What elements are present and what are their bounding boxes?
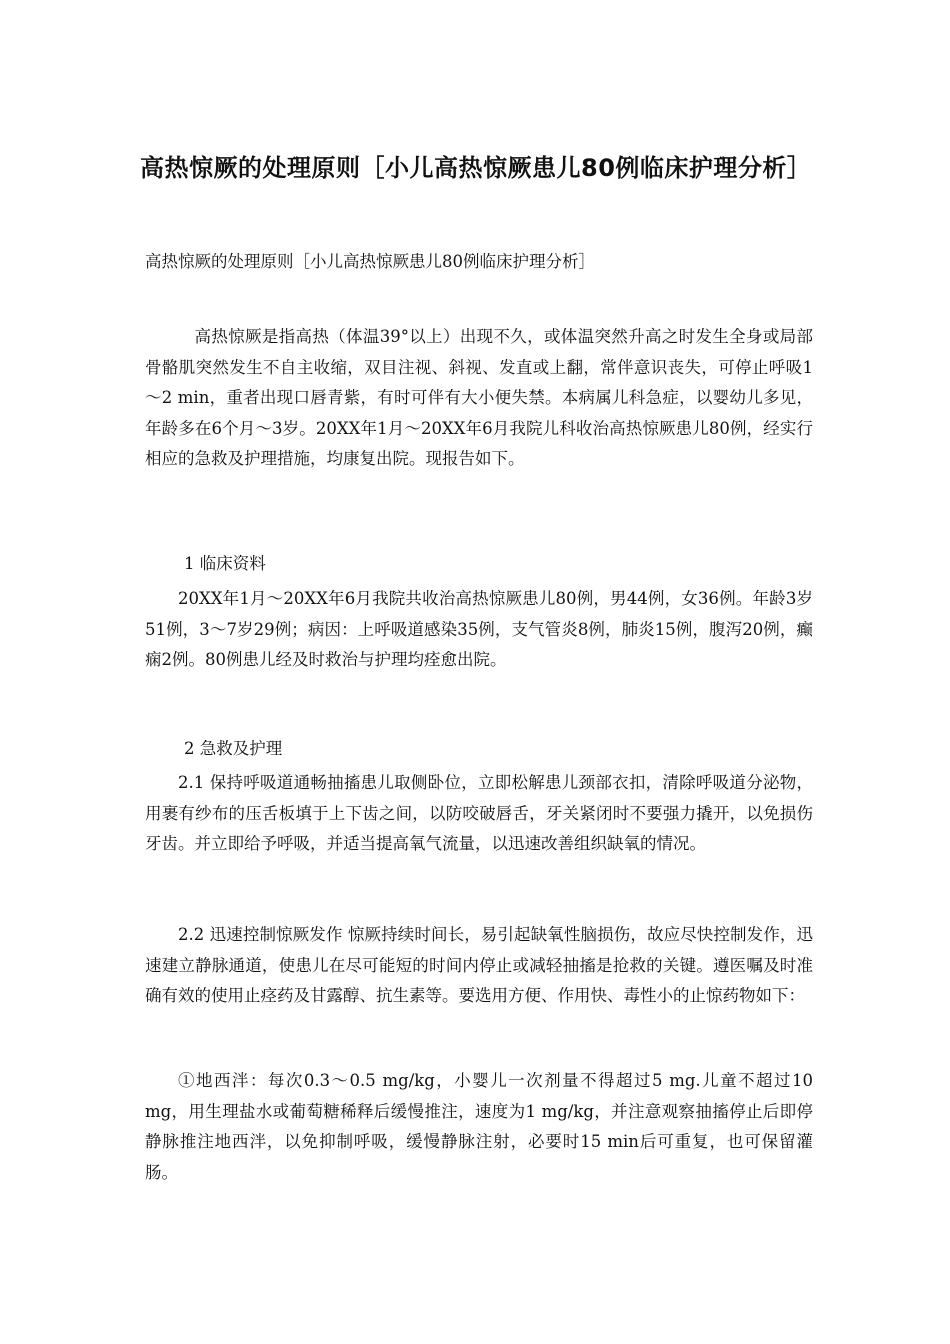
section-2-1-paragraph: 2.1 保持呼吸道通畅抽搐患儿取侧卧位，立即松解患儿颈部衣扣，清除呼吸道分泌物，用裹有纱布的压舌板填于上下齿之间，以防咬破唇舌，牙关紧闭时不要强力撬开，以免损伤牙齿。并立即给予呼吸，并适当提高氧气流量，以迅速改善组织缺氧的情况。: [145, 773, 813, 853]
document-subtitle: 高热惊厥的处理原则［小儿高热惊厥患儿80例临床护理分析］: [145, 252, 595, 271]
section-2-2-paragraph: 2.2 迅速控制惊厥发作 惊厥持续时间长，易引起缺氧性脑损伤，故应尽快控制发作，迅速建立静脉通道，使患儿在尽可能短的时间内停止或减轻抽搐是抢救的关键。遵医嘱及时准确有效的使用止痉药及甘露醇、抗生素等。要选用方便、作用快、毒性小的止惊药物如下：: [145, 925, 813, 1005]
drug-diazepam-paragraph: ①地西泮：每次0.3～0.5 mg/kg，小婴儿一次剂量不得超过5 mg.儿童不超过10 mg，用生理盐水或葡萄糖稀释后缓慢推注，速度为1 mg/kg，并注意观察抽搐停止后即停静脉推注地西泮，以免抑制呼吸，缓慢静脉注射，必要时15 min后可重复，也可保留灌肠。: [145, 1071, 813, 1182]
section-1-paragraph: 20XX年1月～20XX年6月我院共收治高热惊厥患儿80例，男44例，女36例。年龄3岁51例，3～7岁29例；病因：上呼吸道感染35例，支气管炎8例，肺炎15例，腹泻20例，癫痫2例。80例患儿经及时救治与护理均痊愈出院。: [145, 589, 813, 669]
document-title: 高热惊厥的处理原则［小儿高热惊厥患儿80例临床护理分析］: [140, 154, 812, 182]
section-2-heading: 2 急救及护理: [184, 739, 283, 758]
intro-paragraph: 高热惊厥是指高热（体温39°以上）出现不久，或体温突然升高之时发生全身或局部骨骼肌突然发生不自主收缩，双目注视、斜视、发直或上翻，常伴意识丧失，可停止呼吸1～2 min，重者出现口唇青紫，有时可伴有大小便失禁。本病属儿科急症，以婴幼儿多见，年龄多在6个月～3岁。20XX年1月～20XX年6月我院儿科收治高热惊厥患儿80例，经实行相应的急救及护理措施，均康复出院。现报告如下。: [145, 327, 813, 468]
section-1-heading: 1 临床资料: [184, 554, 266, 573]
